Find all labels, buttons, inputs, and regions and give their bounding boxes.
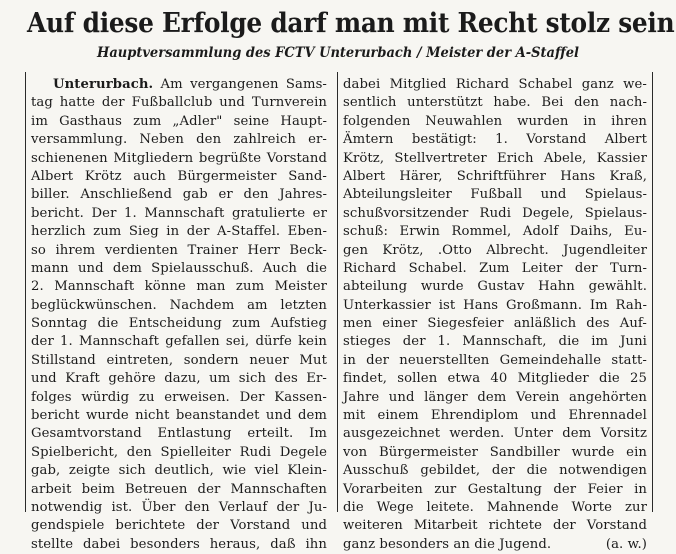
text-line: bericht wurde nicht beanstandet und dem [31, 408, 327, 424]
column-rule-left [25, 72, 26, 512]
text-line: Abteilungsleiter Fußball und Spielaus- [343, 187, 647, 203]
text-line: mit einem Ehrendiplom und Ehrennadel [343, 408, 647, 424]
text-line: tag hatte der Fußballclub und Turnverein [31, 95, 327, 111]
text-line: schußvorsitzender Rudi Degele, Spielaus- [343, 205, 647, 221]
text-line: beglückwünschen. Nachdem am letzten [31, 297, 327, 313]
text-line: notwendig ist. Über den Verlauf der Ju- [31, 499, 327, 515]
text-line: abteilung wurde Gustav Hahn gewählt. [343, 279, 647, 295]
text-line: von Bürgermeister Sandbiller wurde ein [343, 444, 647, 460]
text-line [343, 536, 647, 554]
text-line: Vorarbeiten zur Gestaltung der Feier in [343, 481, 647, 497]
text-line: Albert Krötz auch Bürgermeister Sand- [31, 168, 327, 184]
text-line: findet, sollen etwa 40 Mitglieder die 25 [343, 371, 647, 387]
text-line: gen Krötz, .Otto Albrecht. Jugendleiter [343, 242, 647, 258]
text-line: Jahre und länger dem Verein angehörten [343, 389, 647, 405]
text-line: weiteren Mitarbeit richtete der Vorstand [343, 518, 647, 534]
text-line: Ausschuß gebildet, der die notwendigen [343, 463, 647, 479]
subheadline: Hauptversammlung des FCTV Unterurbach / Meister der A-Staffel [97, 45, 579, 61]
text-line: Spielbericht, den Spielleiter Rudi Degele [31, 444, 327, 460]
dateline: Unterurbach. [53, 77, 154, 92]
text-line: stellte dabei besonders heraus, daß ihn [31, 536, 327, 552]
text-line: im Gasthaus zum „Adler" seine Haupt- [31, 113, 327, 129]
text-line: folges würdig zu erweisen. Der Kassen- [31, 389, 327, 405]
text-line: stieges der 1. Mannschaft, die im Juni [343, 334, 647, 350]
text-line: 2. Mannschaft könne man zum Meister [31, 279, 327, 295]
text-line [31, 76, 327, 94]
text-line: gab, zeigte sich deutlich, wie viel Klein- [31, 463, 327, 479]
text-line: arbeit beim Betreuen der Mannschaften [31, 481, 327, 497]
text-line: dabei Mitglied Richard Schabel ganz we- [343, 77, 647, 92]
author-signature: (a. w.) [605, 536, 647, 552]
article-column-1 [31, 76, 327, 554]
text-line: die Wege leitete. Mahnende Worte zur [343, 499, 647, 515]
text-line: der 1. Mannschaft gefallen sei, dürfe kein [31, 334, 327, 350]
text-line: schuß: Erwin Rommel, Adolf Daihs, Eu- [343, 224, 647, 240]
text-line: mann und dem Spielausschuß. Auch die [31, 260, 327, 276]
text-line: schienenen Mitgliedern begrüßte Vorstand [31, 150, 327, 166]
text-line: Unterkassier ist Hans Großmann. Im Rah- [343, 297, 647, 313]
column-rule-middle [337, 72, 338, 512]
text-line: gendspiele berichtete der Vorstand und [31, 518, 327, 534]
text-line-fragment: Am vergangenen Sams- [153, 77, 327, 92]
text-line: Gesamtvorstand Entlastung erteilt. Im [31, 426, 327, 442]
text-line: folgenden Neuwahlen wurden in ihren [343, 113, 647, 129]
text-line: so ihrem verdienten Trainer Herr Beck- [31, 242, 327, 258]
text-line: sentlich unterstützt habe. Bei den nach- [343, 95, 647, 111]
headline: Auf diese Erfolge darf man mit Recht stolz sein [27, 8, 675, 39]
article-column-2 [343, 76, 647, 554]
column-rule-right [652, 72, 653, 512]
text-line: Richard Schabel. Zum Leiter der Turn- [343, 260, 647, 276]
text-line: Krötz, Stellvertreter Erich Abele, Kassier [343, 150, 647, 166]
text-line: bericht. Der 1. Mannschaft gratulierte er [31, 205, 327, 221]
text-line: in der neuerstellten Gemeindehalle statt- [343, 352, 647, 368]
text-line: ausgezeichnet werden. Unter dem Vorsitz [343, 426, 647, 442]
text-line: versammlung. Neben den zahlreich er- [31, 132, 327, 148]
text-line: Albert Härer, Schriftführer Hans Kraß, [343, 168, 647, 184]
text-line-fragment: ganz besonders an die Jugend. [343, 536, 552, 552]
text-line: Stillstand eintreten, sondern neuer Mut [31, 352, 327, 368]
text-line: biller. Anschließend gab er den Jahres- [31, 187, 327, 203]
text-line: und Kraft gehöre dazu, um sich des Er- [31, 371, 327, 387]
text-line: Sonntag die Entscheidung zum Aufstieg [31, 316, 327, 332]
text-line: herzlich zum Sieg in der A-Staffel. Eben- [31, 224, 327, 240]
text-line: Ämtern bestätigt: 1. Vorstand Albert [343, 132, 647, 148]
text-line: men einer Siegesfeier anläßlich des Auf- [343, 316, 647, 332]
